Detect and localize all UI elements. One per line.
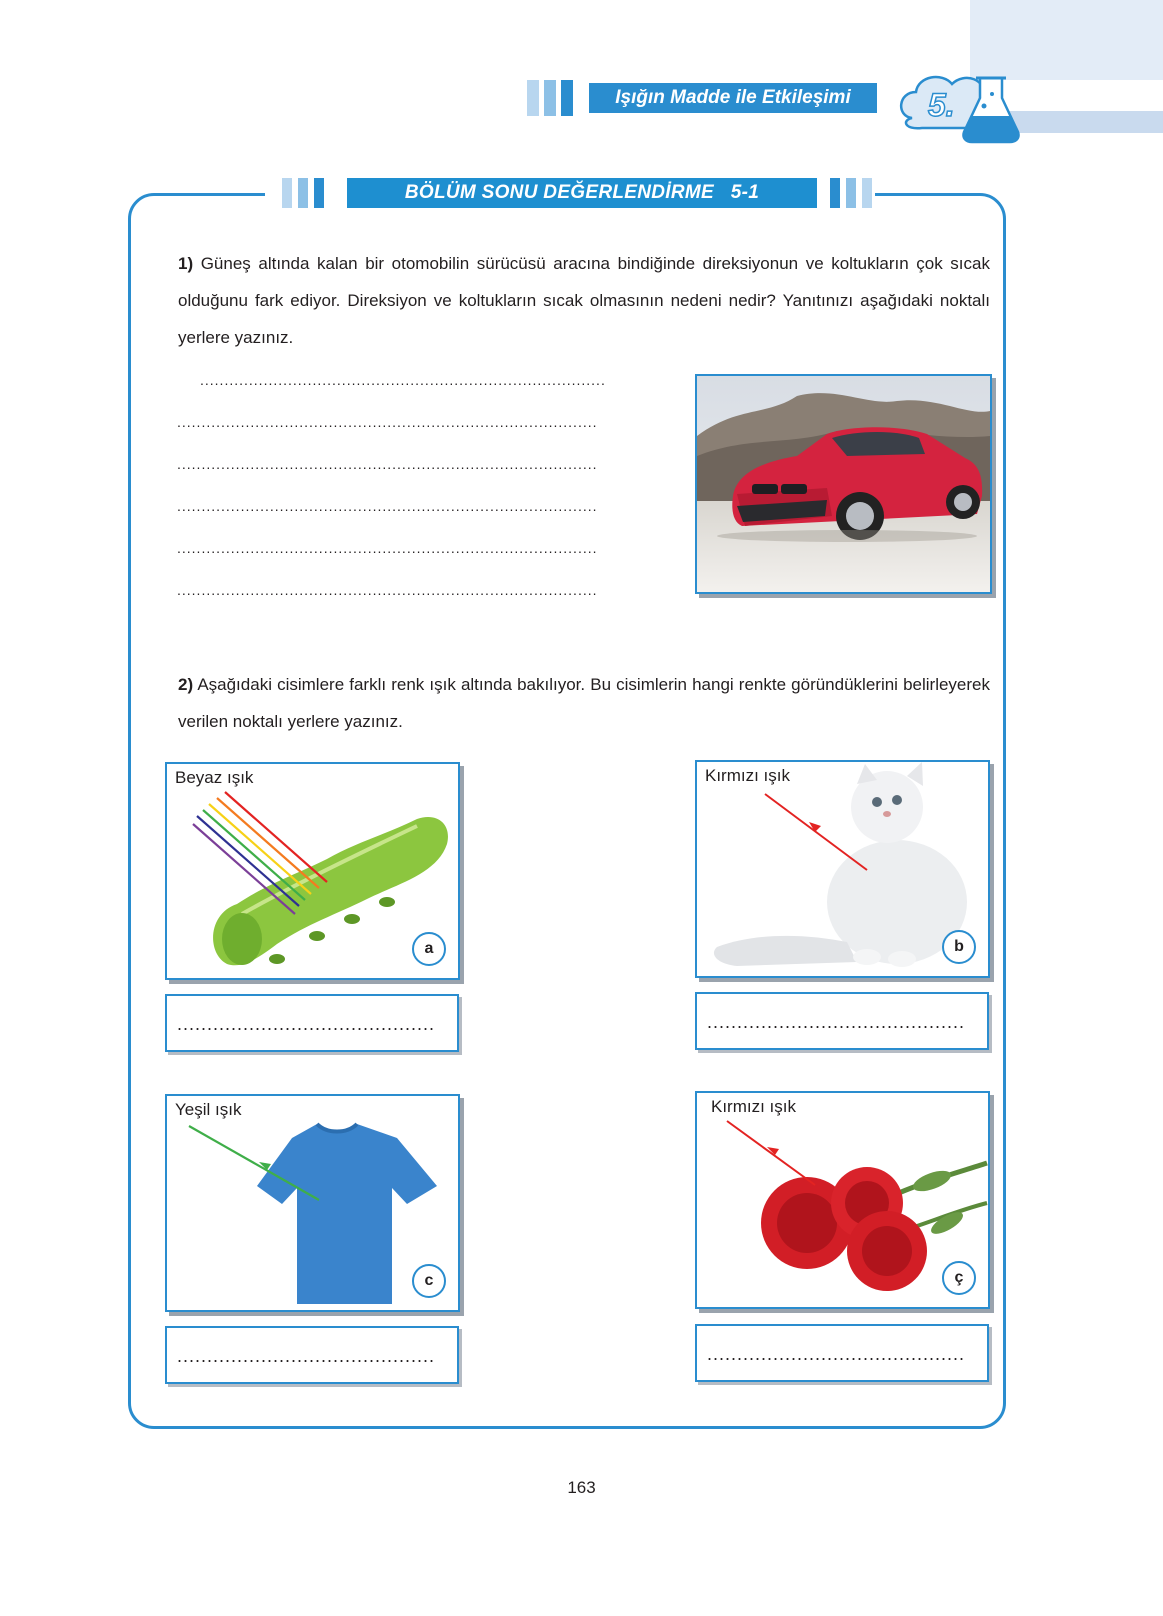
light-label: Kırmızı ışık bbox=[711, 1097, 796, 1116]
light-label: Beyaz ışık bbox=[175, 768, 254, 787]
header-bar bbox=[544, 80, 556, 116]
answer-line[interactable]: ...................................................................................... bbox=[177, 456, 598, 472]
header-bar bbox=[527, 80, 539, 116]
answer-box[interactable] bbox=[695, 1324, 989, 1382]
question-1 bbox=[178, 245, 990, 356]
tshirt-photo bbox=[165, 1094, 460, 1312]
answer-line[interactable]: ...................................................................................... bbox=[177, 540, 598, 556]
answer-line[interactable]: ...................................................................................... bbox=[177, 582, 598, 598]
question-number: 1) bbox=[178, 254, 194, 273]
cat-photo bbox=[695, 760, 990, 978]
item-badge: ç bbox=[942, 1261, 976, 1295]
light-label: Kırmızı ışık bbox=[705, 766, 790, 785]
caterpillar-photo bbox=[165, 762, 460, 980]
chapter-badge-flask-icon bbox=[892, 66, 1032, 146]
answer-dots: ........................................... bbox=[707, 1012, 966, 1032]
header-bar bbox=[561, 80, 573, 116]
answer-line[interactable]: ...................................................................................... bbox=[177, 498, 598, 514]
car-photo bbox=[695, 374, 992, 594]
answer-dots: ........................................... bbox=[177, 1346, 436, 1366]
item-badge: b bbox=[942, 930, 976, 964]
item-badge: a bbox=[412, 932, 446, 966]
page-number: 163 bbox=[567, 1478, 596, 1497]
question-2 bbox=[178, 666, 990, 740]
section-title: BÖLÜM SONU DEĞERLENDİRME 5-1 bbox=[347, 178, 817, 208]
answer-dots: ........................................... bbox=[707, 1344, 966, 1364]
item-badge: c bbox=[412, 1264, 446, 1298]
answer-box[interactable] bbox=[695, 992, 989, 1050]
chapter-number: 5. bbox=[928, 87, 955, 123]
roses-photo bbox=[695, 1091, 990, 1309]
chapter-title: Işığın Madde ile Etkileşimi bbox=[589, 83, 877, 113]
section-header bbox=[282, 178, 872, 208]
answer-box[interactable] bbox=[165, 1326, 459, 1384]
question-text: Aşağıdaki cisimlere farklı renk ışık altında bakılıyor. Bu cisimlerin hangi renkte göründüklerini belirleyerek verilen noktalı yerlere yazınız. bbox=[178, 675, 990, 731]
answer-line[interactable]: ................................................................................... bbox=[200, 372, 606, 388]
answer-line[interactable]: ...................................................................................... bbox=[177, 414, 598, 430]
answer-dots: ........................................... bbox=[177, 1014, 436, 1034]
light-label: Yeşil ışık bbox=[175, 1100, 242, 1119]
question-text: Güneş altında kalan bir otomobilin sürücüsü aracına bindiğinde direksiyonun ve koltukların çok sıcak olduğunu fark ediyor. Direksiyon ve koltukların sıcak olmasının nedeni nedir? Yanıtınızı aşağıdaki noktalı yerlere yazınız. bbox=[178, 254, 990, 347]
answer-box[interactable] bbox=[165, 994, 459, 1052]
question-number: 2) bbox=[178, 675, 194, 694]
